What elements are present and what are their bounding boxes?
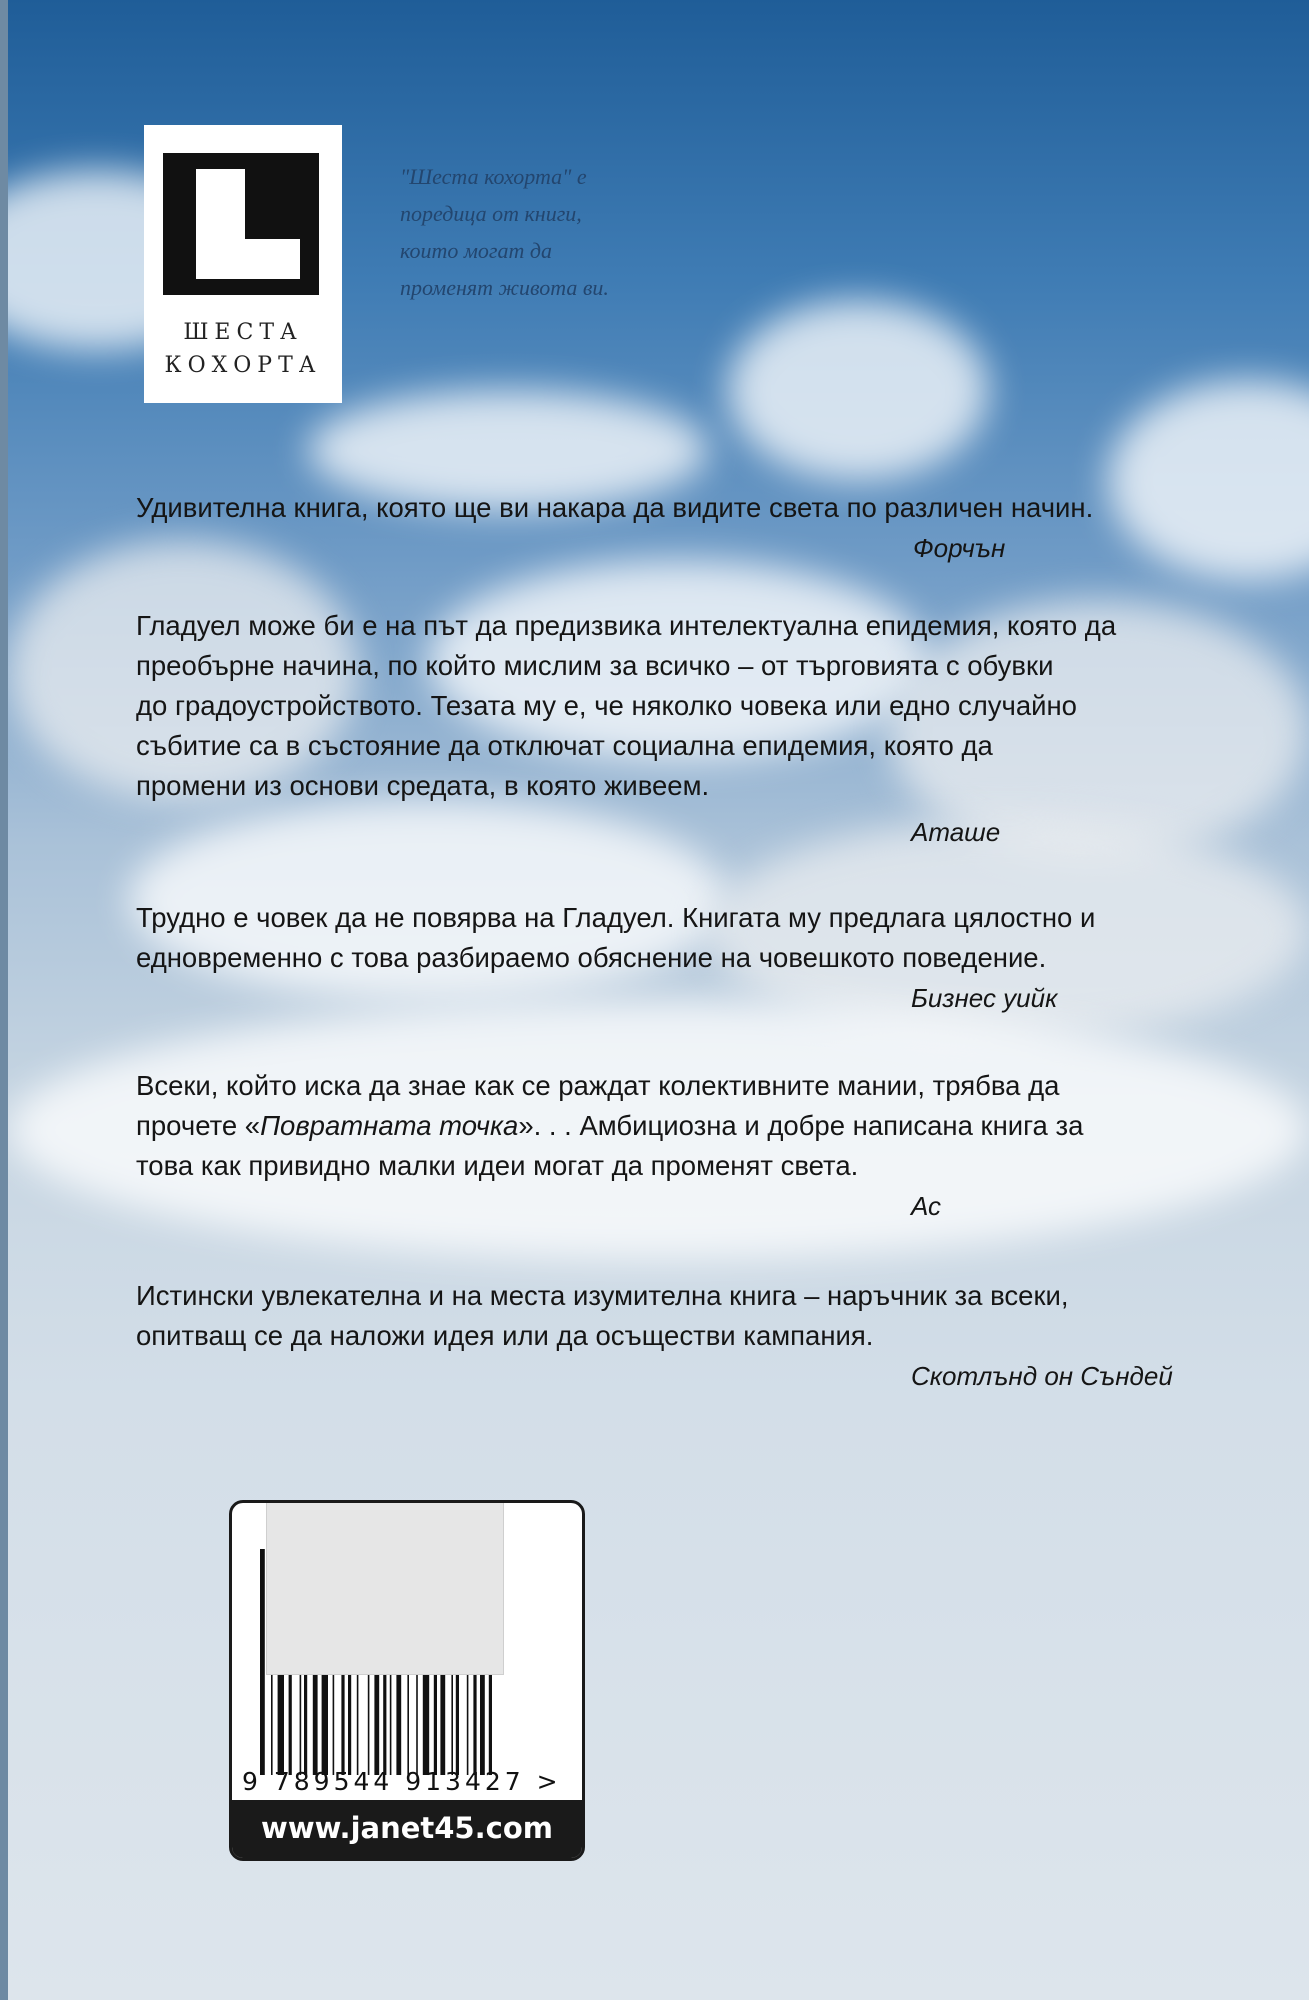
publisher-logo [144, 125, 342, 403]
review-source: Аташе [911, 817, 1001, 847]
book-title: Повратната точка [260, 1110, 519, 1141]
barcode-panel [229, 1500, 585, 1861]
logo-text-line2: КОХОРТА [164, 353, 322, 378]
book-spine-edge [0, 0, 8, 2000]
series-note-line: променят живота ви. [400, 275, 609, 300]
review-text: това как привидно малки идеи могат да променят света. [136, 1150, 859, 1181]
review-source: Форчън [913, 533, 1006, 563]
review-text: опитващ се да наложи идея или да осъществи кампания. [136, 1320, 874, 1351]
review-text: събитие са в състояние да отключат социална епидемия, която да [136, 730, 993, 761]
series-note-line: поредица от книги, [400, 201, 582, 226]
review-text: Гладуел може би е на път да предизвика интелектуална епидемия, която да [136, 610, 1117, 641]
review-text: едновременно с това разбираемо обяснение на човешкото поведение. [136, 942, 1047, 973]
series-note [400, 158, 820, 306]
review-text: промени из основи средата, в която живеем. [136, 770, 710, 801]
review-text: Трудно е човек да не повярва на Гладуел. Книгата му предлага цялостно и [136, 902, 1096, 933]
review-text: Истински увлекателна и на места изумителна книга – наръчник за всеки, [136, 1280, 1069, 1311]
review-list [136, 488, 1216, 1396]
review-item [136, 1276, 1216, 1396]
review-item [136, 488, 1216, 606]
price-sticker [266, 1501, 504, 1675]
book-back-cover [8, 0, 1309, 2000]
series-note-line: които могат да [400, 238, 552, 263]
cloud [728, 300, 988, 480]
isbn-number: 9 789544 913427 > [242, 1767, 562, 1796]
review-text: Всеки, който иска да знае как се раждат колективните мании, трябва да [136, 1070, 1060, 1101]
review-item [136, 898, 1216, 1066]
review-text: преобърне начина, по който мислим за всичко – от търговията с обувки [136, 650, 1054, 681]
review-text: Удивителна книга, която ще ви накара да видите света по различен начин. [136, 492, 1094, 523]
review-text: до градоустройството. Тезата му е, че няколко човека или едно случайно [136, 690, 1077, 721]
review-source: Ас [911, 1191, 942, 1221]
logo-mark [163, 153, 319, 295]
publisher-url: www.janet45.com [232, 1800, 582, 1858]
series-note-line: "Шеста кохорта" е [400, 164, 587, 189]
review-source: Бизнес уийк [911, 983, 1058, 1013]
logo-text-line1: ШЕСТА [183, 320, 303, 345]
review-item [136, 606, 1216, 898]
review-source: Скотлънд он Съндей [911, 1361, 1173, 1391]
review-item [136, 1066, 1216, 1276]
review-text: прочете «Повратната точка». . . Амбициозна и добре написана книга за [136, 1110, 1084, 1141]
